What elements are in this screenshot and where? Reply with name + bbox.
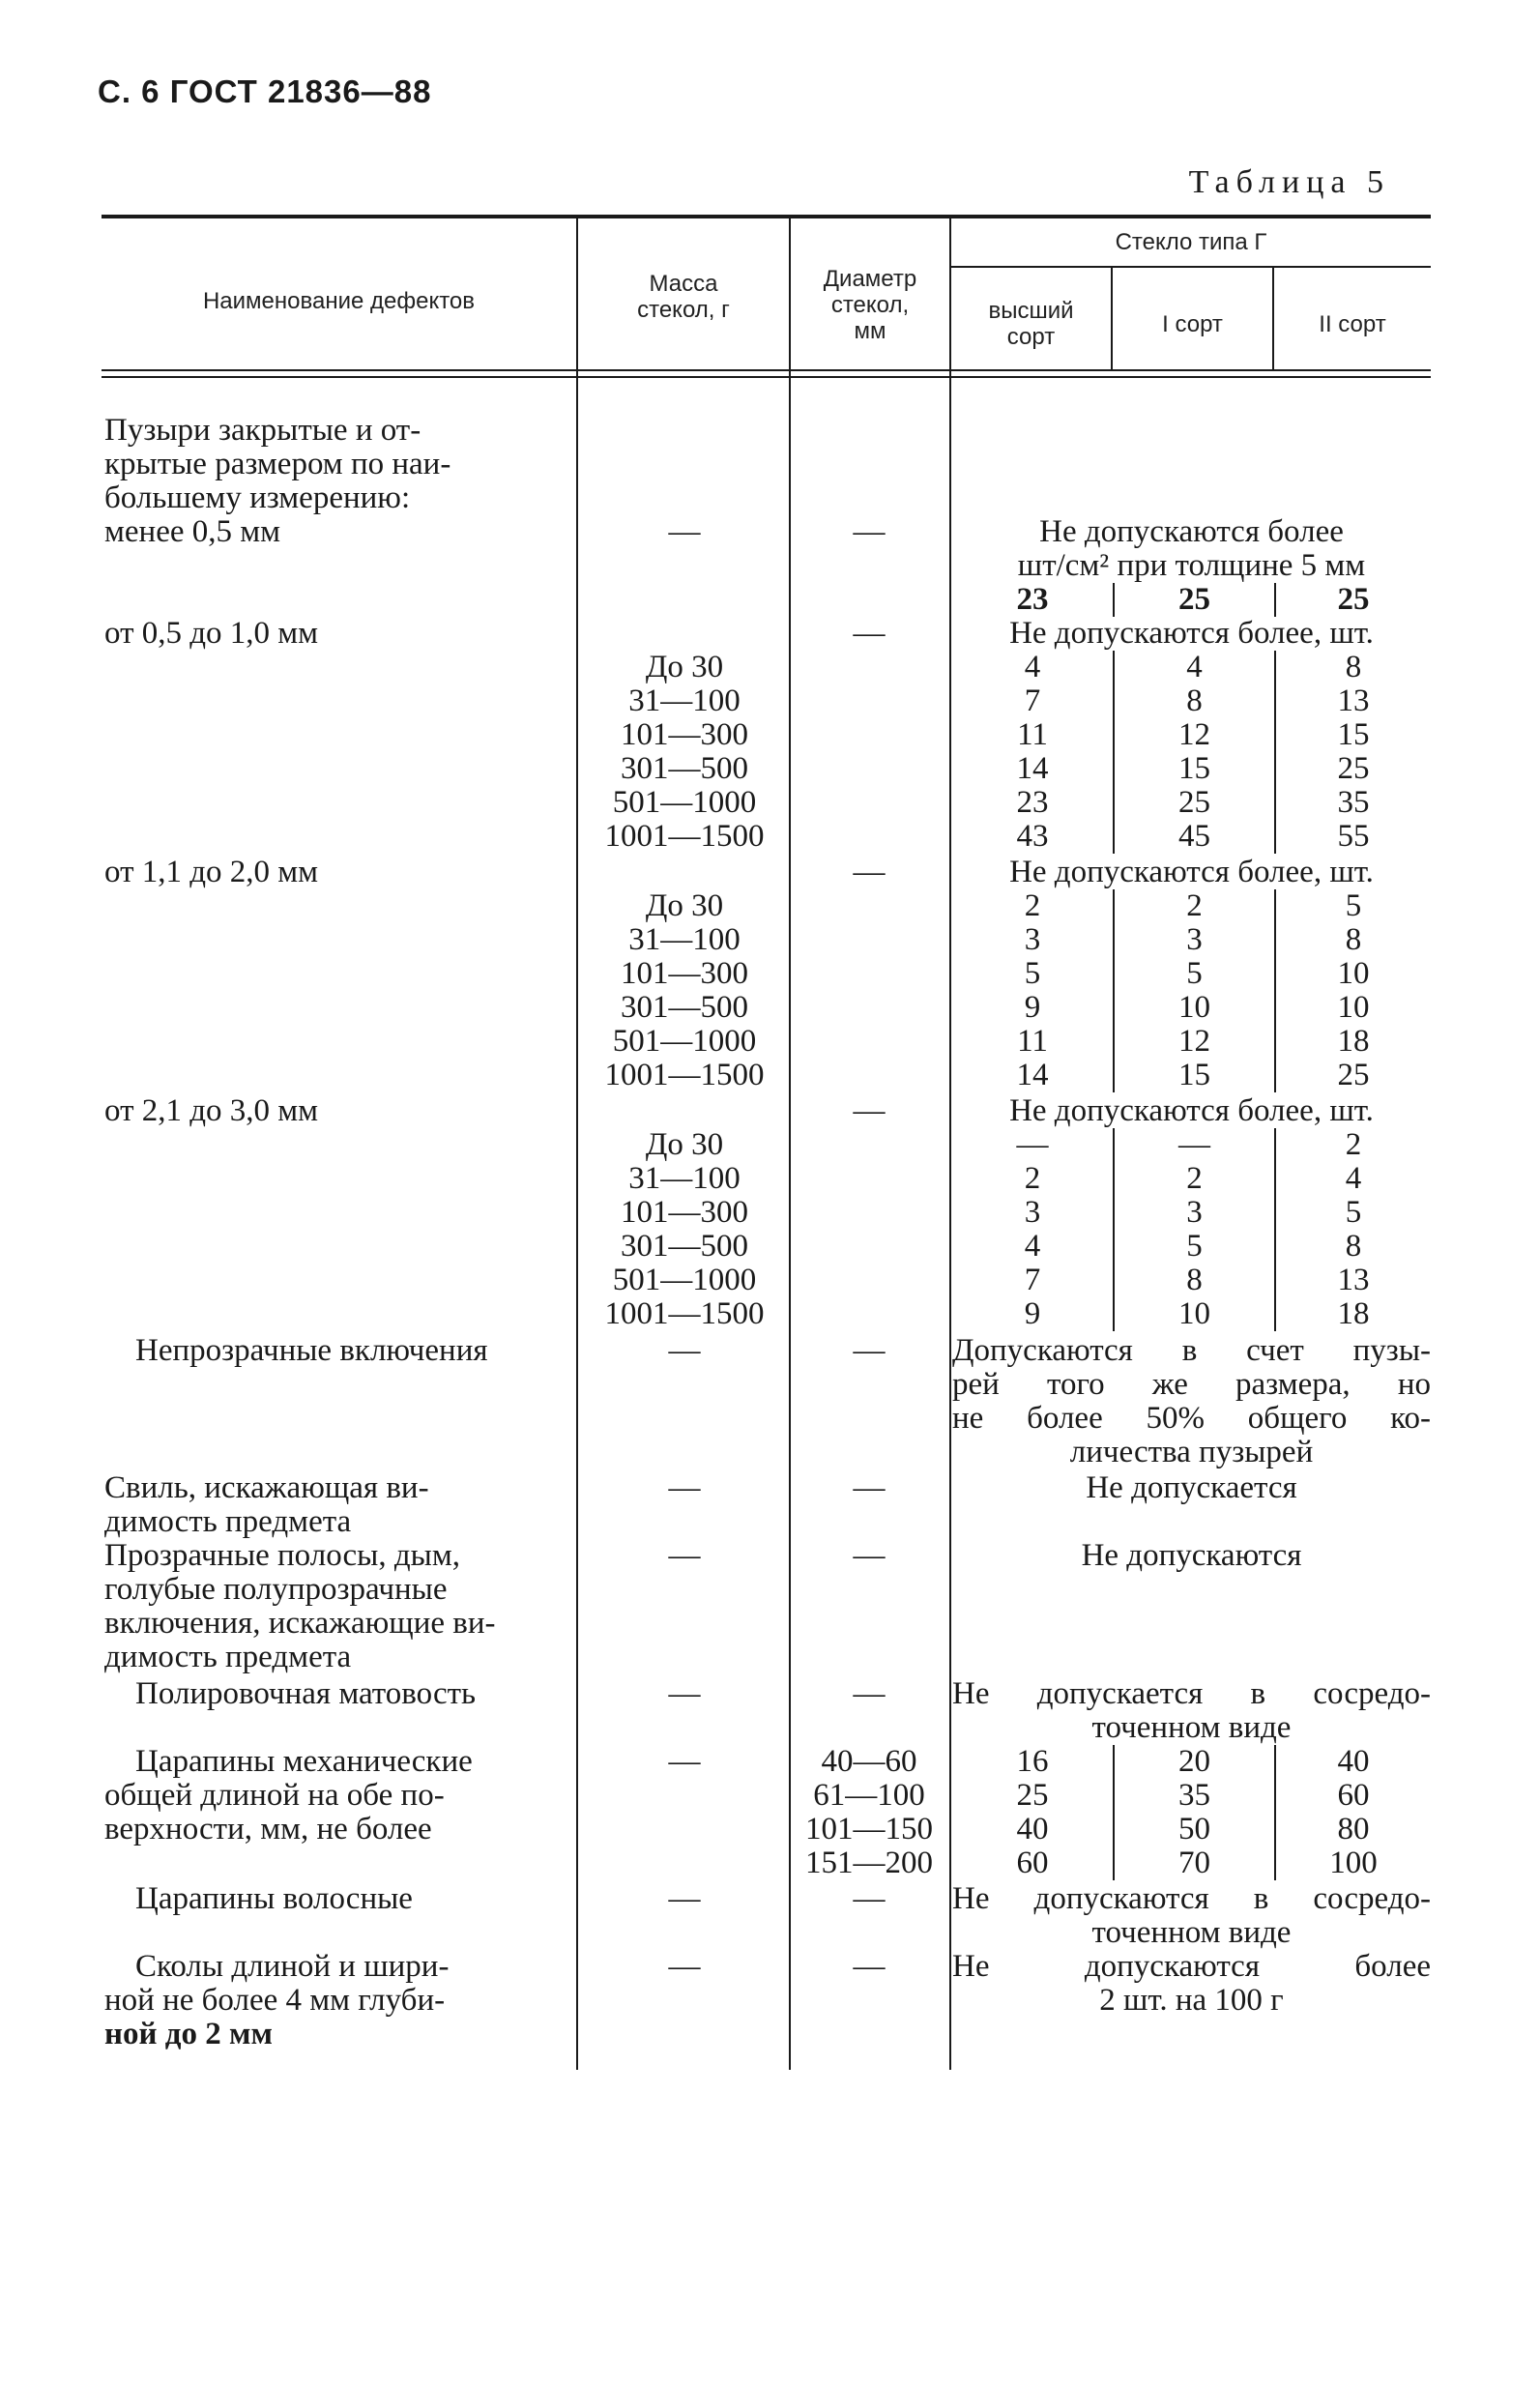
requirement-text: Допускаются в счет пузы- рей того же размера, но не более 50% общего ко- личества пузырей xyxy=(952,1333,1431,1469)
header-mass: Масса стекол, г xyxy=(637,271,730,323)
diameter-value: — xyxy=(853,1333,886,1368)
mass-ranges: До 30 31—100 101—300 301—500 501—1000 1001—1500 xyxy=(604,888,765,1092)
table-top-rule xyxy=(102,215,1431,218)
defect-name-hairline-scratches: Царапины волосные xyxy=(135,1881,413,1916)
header-grade-2: II сорт xyxy=(1319,311,1386,337)
diameter-value: — xyxy=(853,616,886,651)
header-grade-top: высший сорт xyxy=(988,298,1074,350)
defect-name-polishing-haze: Полировочная матовость xyxy=(135,1676,477,1711)
diameter-value: — xyxy=(853,1538,886,1573)
header-glass-type: Стекло типа Г xyxy=(1115,229,1267,255)
diameter-value: — xyxy=(853,1470,886,1505)
mass-value: — xyxy=(668,1470,701,1505)
requirement-cells: Не допускаются более шт/см² при толщине 5 мм 23 25 25 xyxy=(952,515,1431,617)
header-defect-name: Наименование дефектов xyxy=(202,288,476,314)
defect-name-1-1-2-0: от 1,1 до 2,0 мм xyxy=(104,855,319,889)
requirement-cells: 16 20 40 25 35 60 40 50 80 60 70 100 xyxy=(952,1745,1431,1880)
defect-name-2-1-3-0: от 2,1 до 3,0 мм xyxy=(104,1093,319,1128)
diameter-value: — xyxy=(853,1093,886,1128)
diameter-value: — xyxy=(853,1676,886,1711)
table-caption: Таблица 5 xyxy=(1188,164,1390,200)
requirement-cells: Не допускаются более, шт. — — 2 2 2 4 3 3 5 4 5 8 7 8 13 9 10 18 xyxy=(952,1094,1431,1331)
diameter-value: — xyxy=(853,1949,886,1984)
requirement-cells: Не допускаются более, шт. 4 4 8 7 8 13 11 12 15 14 15 25 23 25 35 43 45 55 xyxy=(952,617,1431,854)
requirement-text: Не допускается xyxy=(1086,1470,1297,1505)
defect-name-opaque-inclusions: Непрозрачные включения xyxy=(135,1333,488,1368)
mass-value: — xyxy=(668,1676,701,1711)
requirement-text: Не допускаются более 2 шт. на 100 г xyxy=(952,1949,1431,2018)
defect-name-cords: Свиль, искажающая ви- димость предмета xyxy=(104,1470,429,1539)
defect-name-bubbles: Пузыри закрытые и от- крытые размером по наи- большему измерению: менее 0,5 мм xyxy=(104,413,451,549)
requirement-cells: Не допускаются более, шт. 2 2 5 3 3 8 5 5 10 9 10 10 11 12 18 14 15 25 xyxy=(952,856,1431,1092)
table-header-rule-2 xyxy=(102,376,1431,378)
diameter-value: — xyxy=(853,855,886,889)
header-diameter: Диаметр стекол, мм xyxy=(823,266,917,344)
mass-ranges: До 30 31—100 101—300 301—500 501—1000 1001—1500 xyxy=(604,1127,765,1331)
mass-value: — xyxy=(668,1538,701,1573)
table-header-rule-1 xyxy=(102,369,1431,371)
diameter-value: — xyxy=(853,514,886,549)
mass-value: — xyxy=(668,1744,701,1779)
page-header: С. 6 ГОСТ 21836—88 xyxy=(98,73,432,109)
mass-value: — xyxy=(668,514,701,549)
glass-type-rule xyxy=(949,266,1431,268)
header-grade-1: I сорт xyxy=(1162,311,1223,337)
mass-value: — xyxy=(668,1333,701,1368)
mass-ranges: До 30 31—100 101—300 301—500 501—1000 1001—1500 xyxy=(604,650,765,854)
col-divider-3 xyxy=(949,218,951,2070)
defect-name-transparent-stripes: Прозрачные полосы, дым, голубые полупрозрачные включения, искажающие ви- димость предмета xyxy=(104,1538,496,1674)
value-row: 23 25 25 xyxy=(952,583,1431,617)
defect-name-chips: Сколы длиной и шири- ной не более 4 мм глуби- ной до 2 мм xyxy=(104,1949,450,2051)
defect-name-mechanical-scratches: Царапины механические общей длиной на обе по- верхности, мм, не более xyxy=(104,1744,473,1846)
defect-name-0-5-1-0: от 0,5 до 1,0 мм xyxy=(104,616,319,651)
mass-value: — xyxy=(668,1881,701,1916)
mass-value: — xyxy=(668,1949,701,1984)
diameter-value: — xyxy=(853,1881,886,1916)
diameter-ranges: 40—60 61—100 101—150 151—200 xyxy=(805,1744,933,1880)
requirement-text: Не допускаются xyxy=(1081,1538,1302,1573)
requirement-text: Не допускаются в сосредо- точенном виде xyxy=(952,1881,1431,1950)
requirement-text: Не допускается в сосредо- точенном виде xyxy=(952,1676,1431,1745)
